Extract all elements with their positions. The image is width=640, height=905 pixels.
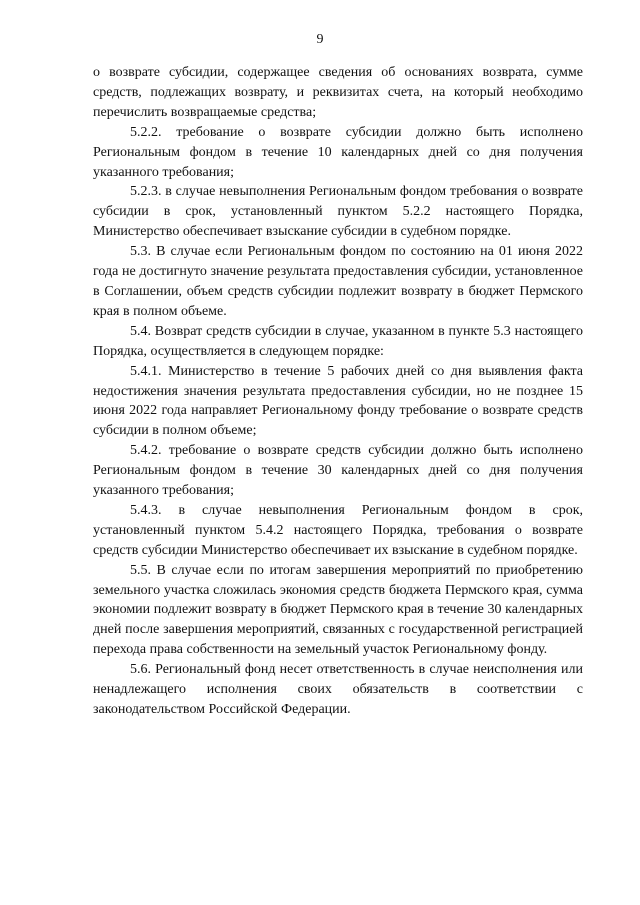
paragraph-5-4-1: 5.4.1. Министерство в течение 5 рабочих дней со дня выявления факта недостижения значения результата предоставления субсидии, но не позднее 15 июня 2022 года направляет Региональному фонду требование о возврате средств субсидии в полном объеме; bbox=[93, 363, 583, 439]
paragraph-5-3: 5.3. В случае если Региональным фондом по состоянию на 01 июня 2022 года не достигнуто значение результата предоставления субсидии, установленное в Соглашении, объем средств субсидии подлежит возврату в бюджет Пермского края в полном объеме. bbox=[93, 244, 583, 319]
paragraph-5-4-3: 5.4.3. в случае невыполнения Региональным фондом в срок, установленный пунктом 5.4.2 настоящего Порядка, требования о возврате средств субсидии Министерство обеспечивает их взыскание в судебном порядке. bbox=[93, 502, 583, 558]
paragraph-5-2-3: 5.2.3. в случае невыполнения Региональным фондом требования о возврате субсидии в срок, установленный пунктом 5.2.2 настоящего Порядка, Министерство обеспечивает взыскание субсидии в судебном порядке. bbox=[93, 184, 583, 240]
paragraph-5-2-2: 5.2.2. требование о возврате субсидии должно быть исполнено Региональным фондом в течение 10 календарных дней со дня получения указанного требования; bbox=[93, 124, 583, 180]
document-body bbox=[93, 63, 583, 720]
paragraph-continuation: о возврате субсидии, содержащее сведения об основаниях возврата, сумме средств, подлежащих возврату, и реквизитах счета, на который необходимо перечислить возвращаемые средства; bbox=[93, 65, 583, 120]
paragraph-5-5: 5.5. В случае если по итогам завершения мероприятий по приобретению земельного участка сложилась экономия средств бюджета Пермского края, сумма экономии подлежит возврату в бюджет Пермского края в течение 30 календарных дней после завершения мероприятий, связанных с государственной регистрацией перехода права собственности на земельный участок Региональному фонду. bbox=[93, 562, 583, 658]
paragraph-5-6: 5.6. Региональный фонд несет ответственность в случае неисполнения или ненадлежащего исполнения своих обязательств в соответствии с законодательством Российской Федерации. bbox=[93, 662, 583, 717]
paragraph-5-4-2: 5.4.2. требование о возврате средств субсидии должно быть исполнено Региональным фондом в течение 30 календарных дней со дня получения указанного требования; bbox=[93, 443, 583, 499]
paragraph-5-4: 5.4. Возврат средств субсидии в случае, указанном в пункте 5.3 настоящего Порядка, осуществляется в следующем порядке: bbox=[93, 323, 583, 359]
page-number: 9 bbox=[316, 32, 324, 47]
